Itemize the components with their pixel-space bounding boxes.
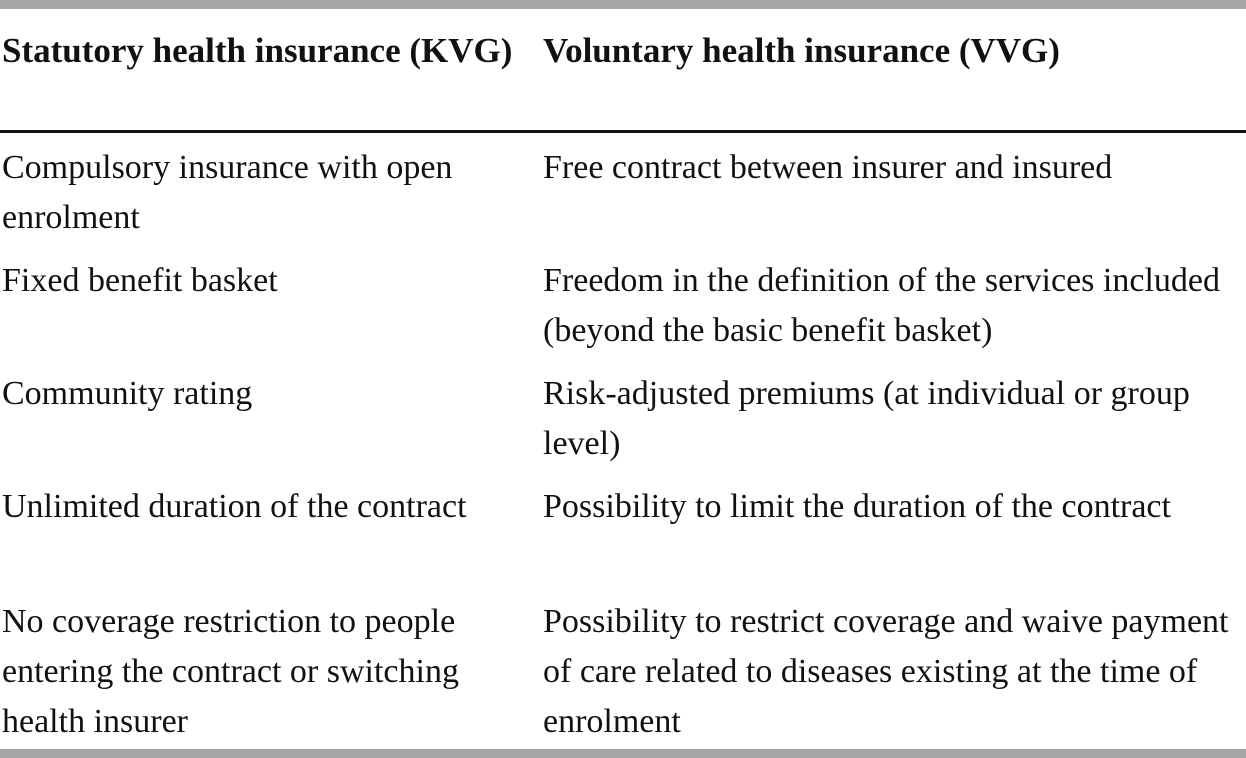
table-cell-statutory-3: Community rating <box>2 375 253 412</box>
table-cell-voluntary-2: Freedom in the definition of the services included (beyond the basic benefit basket) <box>543 262 1220 349</box>
table-cell-statutory-4: Unlimited duration of the contract <box>2 488 467 525</box>
table-cell-voluntary-1: Free contract between insurer and insured <box>543 149 1113 186</box>
table-cell-statutory-2: Fixed benefit basket <box>2 262 278 299</box>
header-statutory: Statutory health insurance (KVG) <box>2 31 513 70</box>
table-top-rule <box>0 0 1246 9</box>
header-voluntary: Voluntary health insurance (VVG) <box>543 31 1060 70</box>
table-cell-voluntary-4: Possibility to limit the duration of the contract <box>543 488 1171 525</box>
header-rule <box>0 130 1246 133</box>
table-bottom-rule <box>0 749 1246 758</box>
table-cell-voluntary-5: Possibility to restrict coverage and waive payment of care related to diseases existing at the time of enrolment <box>543 603 1229 740</box>
table-cell-statutory-1: Compulsory insurance with open enrolment <box>2 149 453 236</box>
table-cell-voluntary-3: Risk-adjusted premiums (at individual or group level) <box>543 375 1190 462</box>
table-cell-statutory-5: No coverage restriction to people entering the contract or switching health insurer <box>2 603 459 740</box>
